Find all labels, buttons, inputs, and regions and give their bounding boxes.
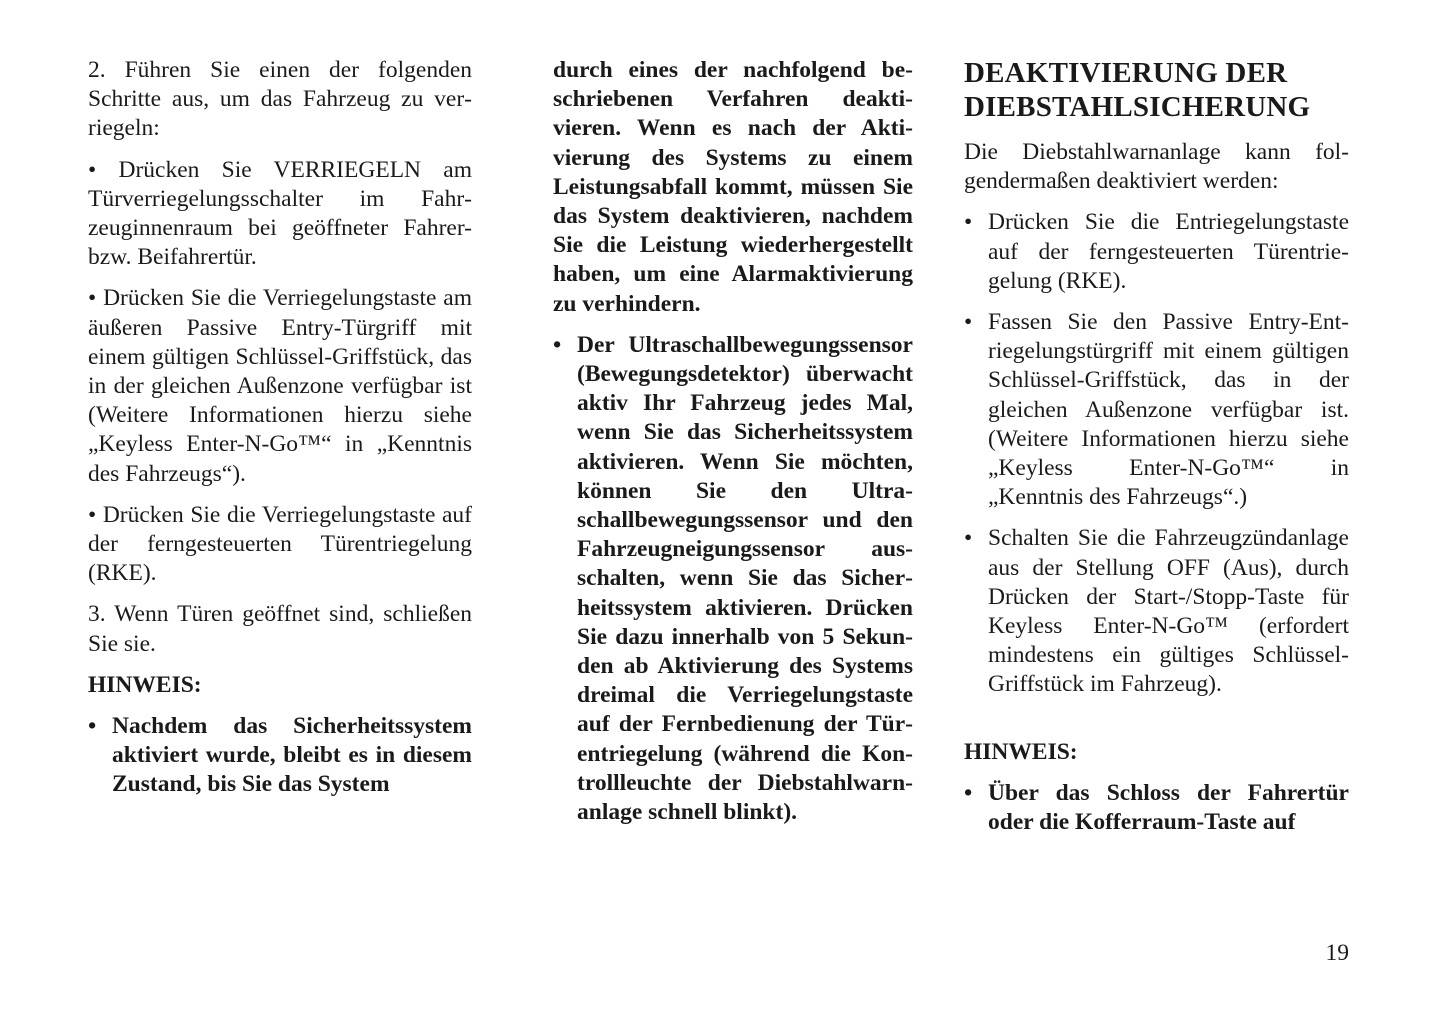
disarm-bullet-text: Schalten Sie die Fahrzeugzündanlage aus der Stellung OFF (Aus), durch Drücken der Start-/Stopp-Taste für Keyless Enter-N-Go™ (erfordert mindestens ein gültiges Schlüssel-Griffstück im Fahrzeug). bbox=[988, 525, 1349, 698]
disarm-bullet-passive-entry bbox=[964, 308, 1349, 512]
bullet-symbol: • bbox=[964, 525, 973, 552]
bullet-lock-switch: • Drücken Sie VERRIEGELN am Türverriegelungsschalter im Fahrzeuginnenraum bei geöffneter Fahrer- bzw. Beifahrertür. bbox=[88, 156, 472, 271]
section-heading: DEAKTIVIERUNG DER DIEBSTAHLSICHERUNG bbox=[964, 57, 1311, 123]
disarm-bullet-text: Drücken Sie die Entriegelungstaste auf der ferngesteuerten Türentriegelung (RKE). bbox=[988, 209, 1349, 294]
page-number: 19 bbox=[1325, 940, 1349, 966]
step-3-text: 3. Wenn Türen geöffnet sind, schließen Sie sie. bbox=[88, 601, 472, 657]
bullet-symbol: • bbox=[964, 309, 973, 336]
ultrasonic-bullet-text: Der Ultraschallbewegungssensor (Bewegungsdetektor) überwacht aktiv Ihr Fahrzeug jedes Mal, wenn Sie das Sicherheitssystem aktivieren. Wenn Sie möchten, können Sie den Ultraschallbewegungssensor und den Fahrzeugneigungssensor ausschalten, wenn Sie das Sicherheitssystem aktivieren. Drücken Sie dazu innerhalb von 5 Sekunden ab Aktivierung des Systems dreimal die Verriegelungstaste auf der Fernbedienung der Türentriegelung (während die Kontrollleuchte der Diebstahlwarnanlage schnell blinkt). bbox=[577, 331, 913, 826]
step-2-text: 2. Führen Sie einen der folgenden Schritte aus, um das Fahrzeug zu verriegeln: bbox=[88, 57, 472, 142]
note-label: HINWEIS: bbox=[88, 671, 202, 698]
bullet-passive-entry: • Drücken Sie die Verriegelungstaste am äußeren Passive Entry-Türgriff mit einem gültigen Schlüssel-Griffstück, das in der gleichen Außenzone verfügbar ist (Weitere Informationen hierzu siehe „Keyless Enter-N-Go™“ in „Kenntnis des Fahrzeugs“). bbox=[88, 285, 472, 487]
note-bullet-text: Über das Schloss der Fahrertür oder die Kofferraum-Taste auf bbox=[988, 779, 1349, 836]
ultrasonic-bullet bbox=[553, 331, 913, 827]
column-middle bbox=[553, 56, 913, 839]
note-bullet bbox=[964, 779, 1349, 837]
disarm-bullet-rke bbox=[964, 208, 1349, 296]
disarm-bullet-ignition bbox=[964, 524, 1349, 699]
bullet-symbol: • bbox=[553, 331, 562, 358]
bullet-symbol: • bbox=[88, 713, 97, 740]
intro-text: Die Diebstahlwarnanlage kann folgendermaßen deaktiviert werden: bbox=[964, 139, 1349, 195]
note-bullet bbox=[88, 712, 472, 800]
note-bullet-text: Nachdem das Sicherheitssystem aktiviert wurde, bleibt es in diesem Zustand, bis Sie das System bbox=[112, 713, 472, 798]
column-right bbox=[964, 56, 1349, 849]
note-continued-text: durch eines der nachfolgend beschriebenen Verfahren deaktivieren. Wenn es nach der Aktivierung des Systems zu einem Leistungsabfall kommt, müssen Sie das System deaktivieren, nachdem Sie die Leistung wiederhergestellt haben, um eine Alarmaktivierung zu verhindern. bbox=[553, 57, 913, 317]
spacer bbox=[964, 712, 1349, 738]
bullet-rke: • Drücken Sie die Verriegelungstaste auf der ferngesteuerten Türentriegelung (RKE). bbox=[88, 501, 472, 587]
note-label: HINWEIS: bbox=[964, 738, 1078, 765]
bullet-symbol: • bbox=[964, 209, 973, 236]
disarm-bullet-text: Fassen Sie den Passive Entry-Entriegelungstürgriff mit einem gültigen Schlüssel-Griffstück, das in der gleichen Außenzone verfügbar ist. (Weitere Informationen hierzu siehe „Keyless Enter-N-Go™“ in „Kenntnis des Fahrzeugs“.) bbox=[988, 309, 1349, 511]
column-left bbox=[88, 56, 472, 812]
bullet-symbol: • bbox=[964, 779, 973, 806]
